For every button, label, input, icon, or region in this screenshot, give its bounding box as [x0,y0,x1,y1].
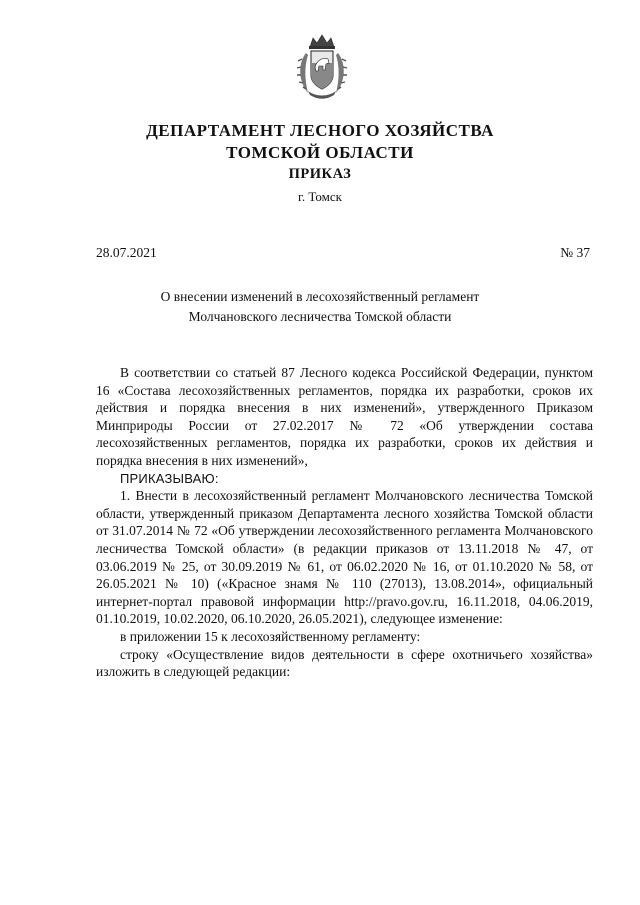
subject-line2: Молчановского лесничества Томской области [188,309,452,324]
city: г. Томск [298,189,342,204]
document-date: 28.07.2021 [96,245,157,260]
document-body [96,364,593,681]
order-heading: ПРИКАЗЫВАЮ: [120,470,219,486]
document-number: № 37 [560,245,590,260]
item-1-paragraph: 1. Внести в лесохозяйственный регламент Молчановского лесничества Томской области, утвержденный приказом Департамента лесного хозяйства Томской области от 31.07.2014 № 72 «Об утверждении лесохозяйственного регламента Молчановского лесничества Томской области» (в редакции приказов от 13.11.2018 № 47, от 03.06.2019 № 25, от 30.09.2019 № 61, от 06.02.2020 № 16, от 01.10.2020 № 58, от 26.05.2021 № 10) («Красное знамя № 110 (27013), 13.08.2014», официальный интернет-портал правовой информации http://pravo.gov.ru, 16.11.2018, 04.06.2019, 01.10.2019, 10.02.2020, 06.10.2020, 26.05.2021), следующее изменение: [96,488,593,627]
coat-of-arms-emblem [296,33,348,101]
subject-line1: О внесении изменений в лесохозяйственный регламент [160,289,480,304]
row-change-paragraph: строку «Осуществление видов деятельности в сфере охотничьего хозяйства» изложить в следующей редакции: [96,646,593,680]
department-name-line2: ТОМСКОЙ ОБЛАСТИ [226,143,414,162]
department-name-line1: ДЕПАРТАМЕНТ ЛЕСНОГО ХОЗЯЙСТВА [146,121,494,140]
appendix-paragraph: в приложении 15 к лесохозяйственному регламенту: [120,628,421,644]
preamble-paragraph: В соответствии со статьей 87 Лесного кодекса Российской Федерации, пунктом 16 «Состава лесохозяйственных регламентов, порядка их разработки, сроков их действия и порядка внесения в них изменений», утвержденного Приказом Минприроды России от 27.02.2017 № 72 «Об утверждении состава лесохозяйственных регламентов, порядка их разработки, сроков их действия и порядка внесения в них изменений», [96,365,593,468]
document-type: ПРИКАЗ [288,166,352,182]
document-subject [0,287,640,327]
